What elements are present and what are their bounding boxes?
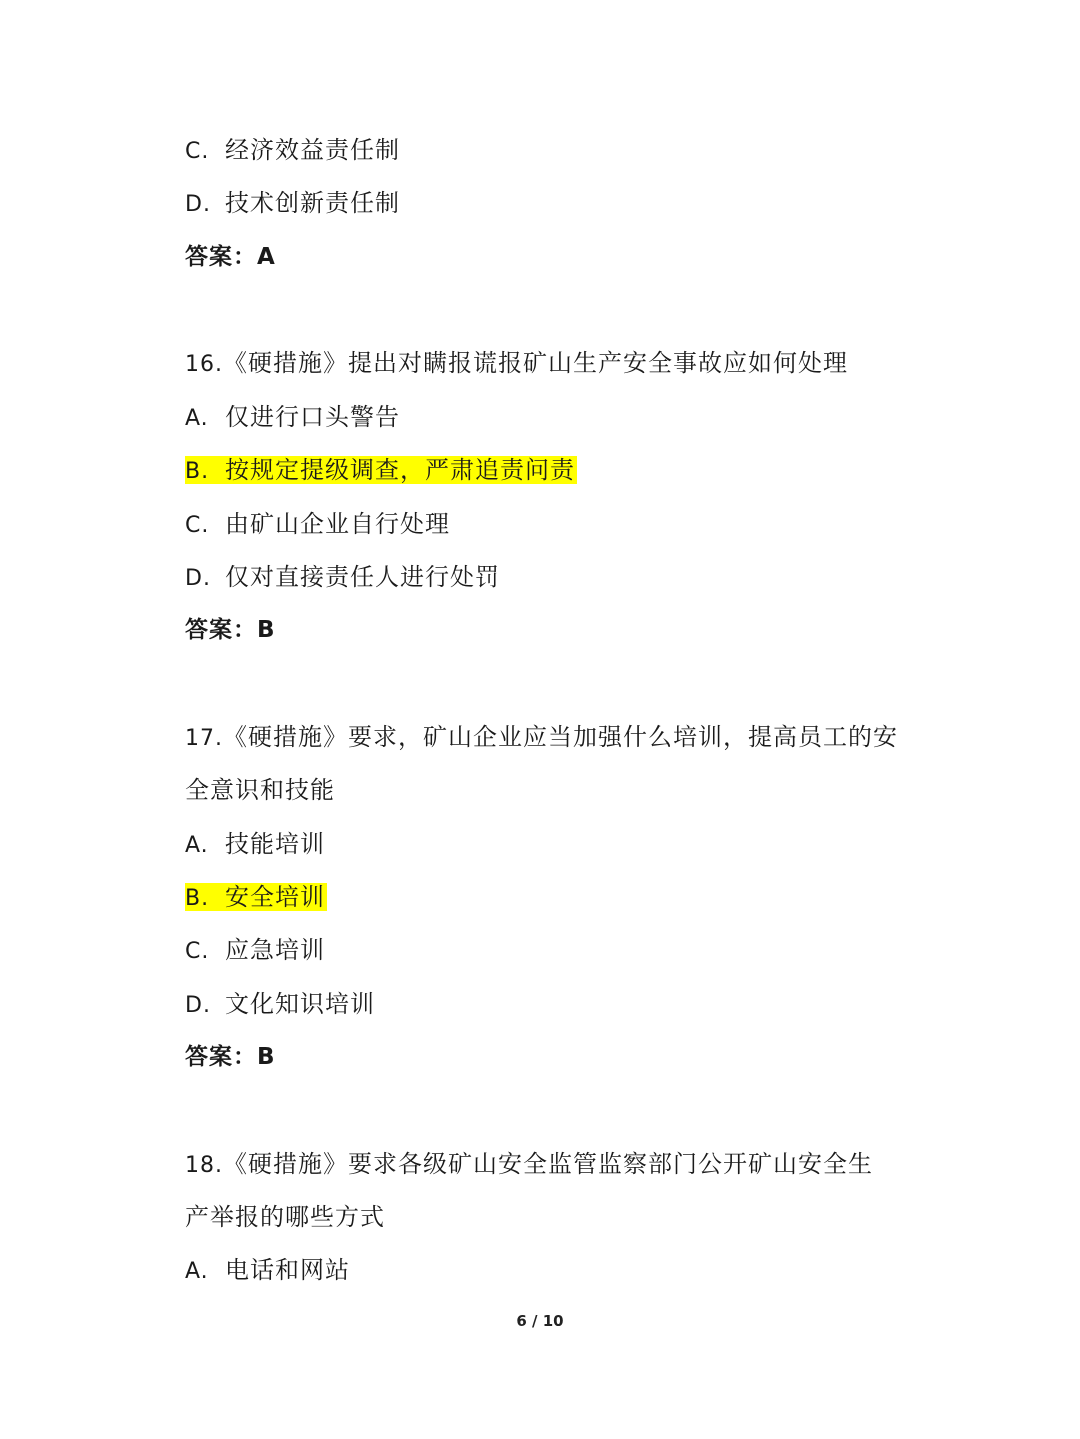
option-letter: D. bbox=[185, 993, 211, 1018]
q17-option-d bbox=[185, 987, 375, 1021]
q18-stem-line2: 产举报的哪些方式 bbox=[185, 1203, 385, 1231]
question-text: 《硬措施》要求，矿山企业应当加强什么培训，提高员工的安 bbox=[223, 723, 898, 751]
q15-option-d bbox=[185, 186, 400, 220]
option-text: 仅对直接责任人进行处罚 bbox=[225, 563, 500, 591]
q17-option-c bbox=[185, 933, 325, 967]
option-text: 应急培训 bbox=[225, 936, 325, 964]
question-text: 《硬措施》提出对瞒报谎报矿山生产安全事故应如何处理 bbox=[223, 349, 848, 377]
q16-option-c bbox=[185, 507, 450, 541]
q16-answer: 答案：B bbox=[185, 617, 276, 643]
q18-option-a bbox=[185, 1253, 350, 1287]
page-number: 6 / 10 bbox=[516, 1312, 564, 1330]
question-number: 18. bbox=[185, 1153, 223, 1178]
q17-stem-line1 bbox=[185, 720, 898, 754]
option-letter: D. bbox=[185, 566, 211, 591]
q16-stem bbox=[185, 346, 848, 380]
option-text: 仅进行口头警告 bbox=[225, 403, 400, 431]
option-text: 经济效益责任制 bbox=[225, 136, 400, 164]
option-text: 安全培训 bbox=[225, 883, 325, 911]
option-letter: B. bbox=[185, 459, 210, 484]
option-letter: A. bbox=[185, 406, 209, 431]
q17-stem-line2: 全意识和技能 bbox=[185, 776, 335, 804]
option-text: 技能培训 bbox=[225, 830, 325, 858]
option-text: 按规定提级调查，严肃追责问责 bbox=[225, 456, 575, 484]
q17-option-b bbox=[185, 880, 327, 914]
option-letter: A. bbox=[185, 1259, 209, 1284]
q17-answer: 答案：B bbox=[185, 1044, 276, 1070]
q15-answer: 答案：A bbox=[185, 244, 276, 270]
option-letter: B. bbox=[185, 886, 210, 911]
highlighted-correct-option bbox=[185, 883, 327, 911]
q17-option-a bbox=[185, 827, 325, 861]
q16-option-b bbox=[185, 453, 577, 487]
option-text: 由矿山企业自行处理 bbox=[225, 510, 450, 538]
question-text: 《硬措施》要求各级矿山安全监管监察部门公开矿山安全生 bbox=[223, 1150, 873, 1178]
q16-option-a bbox=[185, 400, 400, 434]
highlighted-correct-option bbox=[185, 456, 577, 484]
option-text: 技术创新责任制 bbox=[225, 189, 400, 217]
option-letter: D. bbox=[185, 192, 211, 217]
q18-stem-line1 bbox=[185, 1147, 873, 1181]
option-letter: C. bbox=[185, 139, 210, 164]
option-letter: A. bbox=[185, 833, 209, 858]
option-text: 文化知识培训 bbox=[225, 990, 375, 1018]
question-number: 16. bbox=[185, 352, 223, 377]
option-text: 电话和网站 bbox=[225, 1256, 350, 1284]
option-letter: C. bbox=[185, 939, 210, 964]
option-letter: C. bbox=[185, 513, 210, 538]
q16-option-d bbox=[185, 560, 500, 594]
q15-option-c bbox=[185, 133, 400, 167]
question-number: 17. bbox=[185, 726, 223, 751]
